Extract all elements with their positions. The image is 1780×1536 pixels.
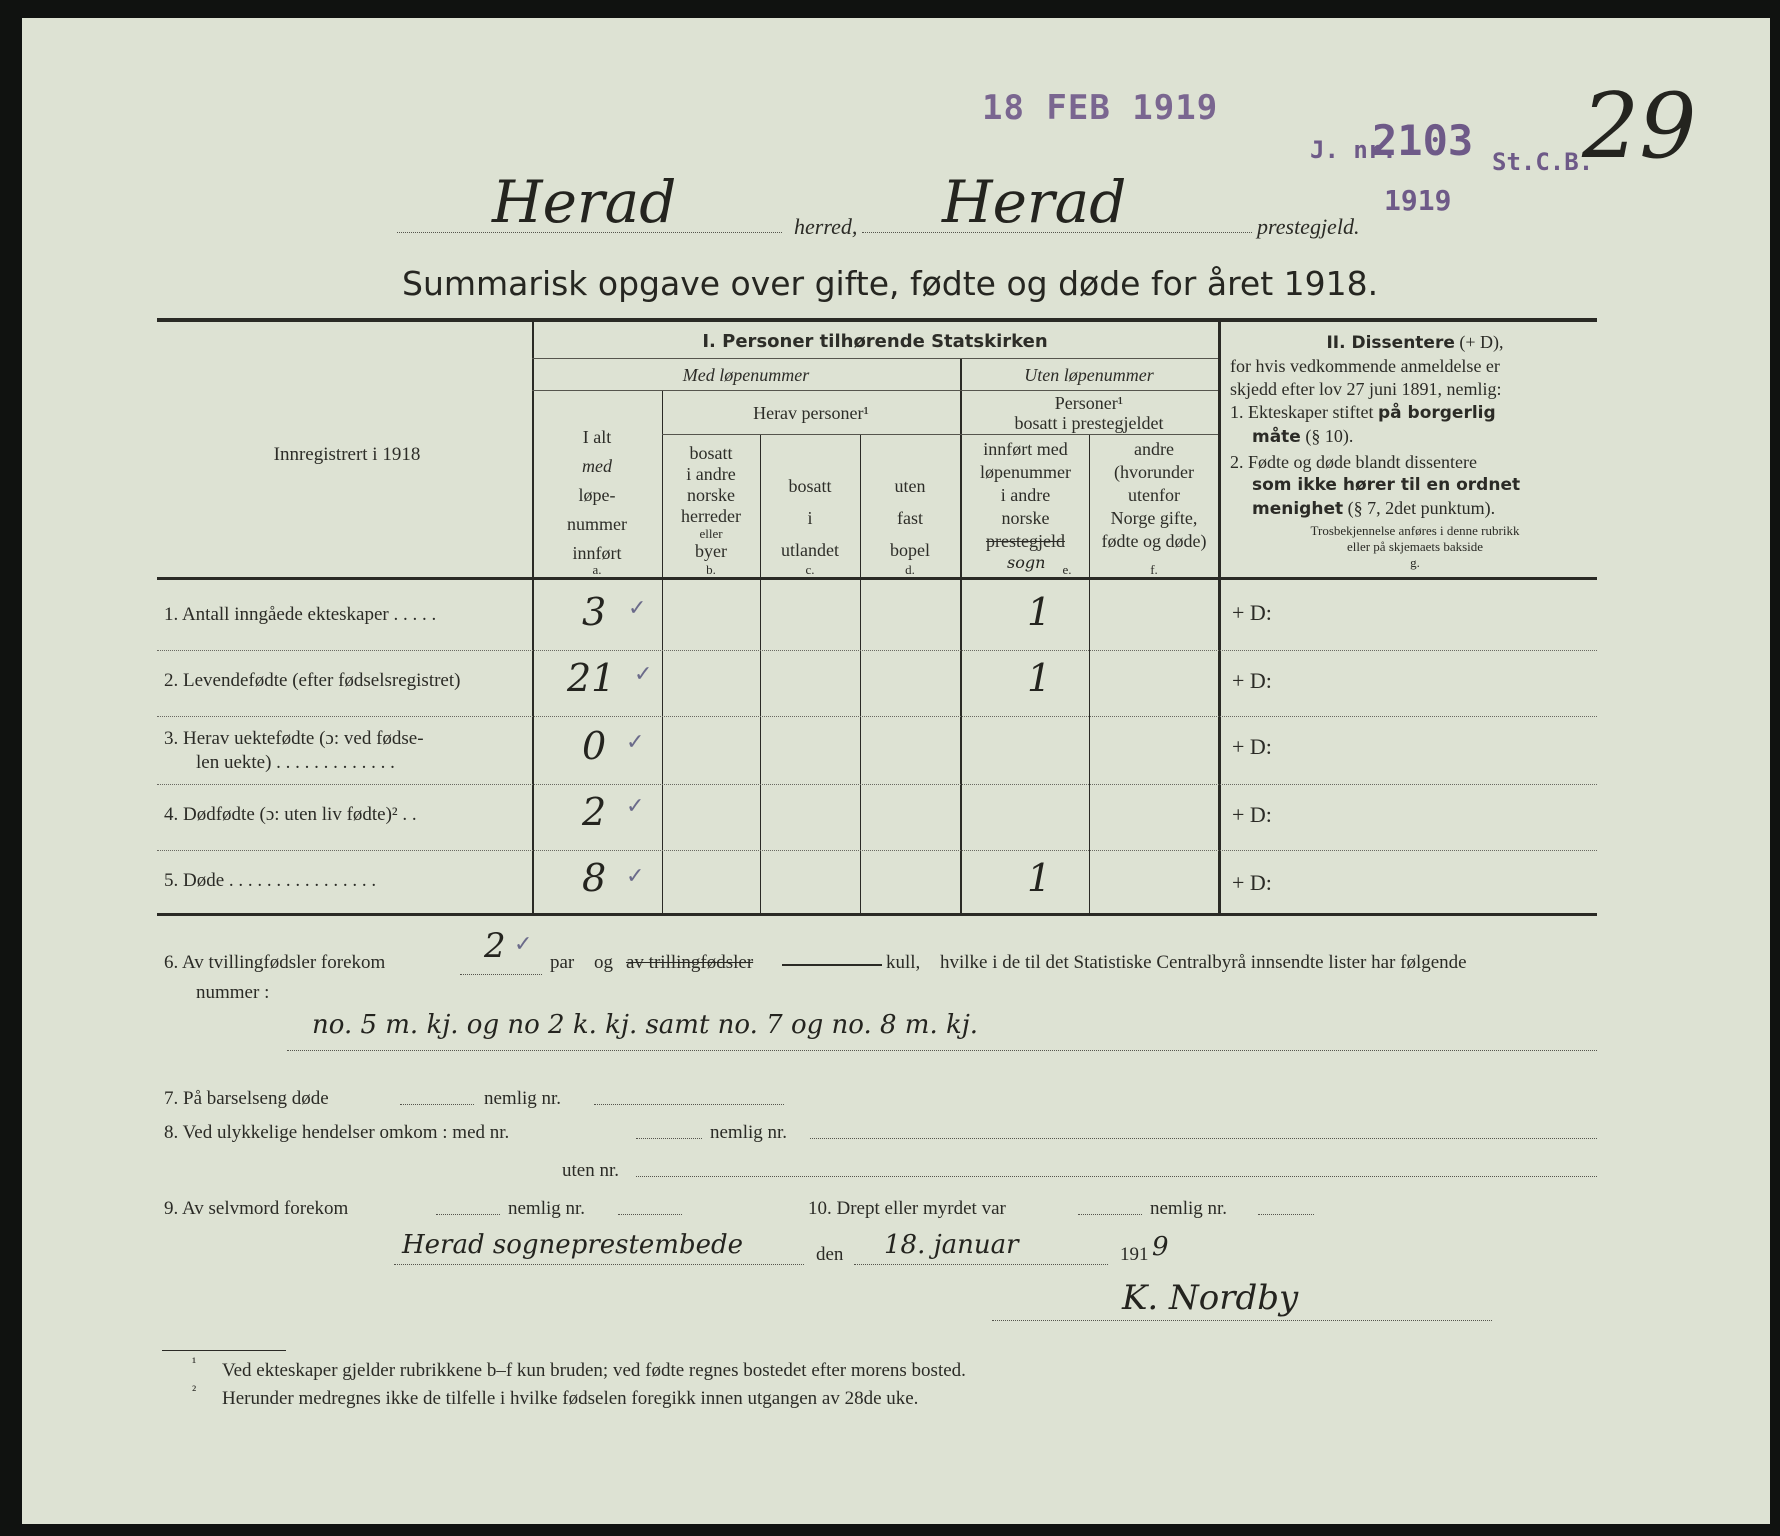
- footnote-2: Herunder medregnes ikke de tilfelle i hvilke fødselen foregikk innen utgangen av 28de uke.: [222, 1388, 919, 1409]
- footnote-1: Ved ekteskaper gjelder rubrikkene b–f kun bruden; ved fødte regnes bostedet efter morens bosted.: [222, 1360, 966, 1381]
- row-rule-2: [157, 716, 1597, 717]
- col-divider-a: [532, 322, 534, 913]
- personer-bosatt-2: bosatt i prestegjeldet: [1014, 413, 1164, 433]
- row-3-value-a: 0: [582, 724, 607, 768]
- prestegjeld-label: prestegjeld.: [1257, 214, 1360, 239]
- med-lopenummer: Med løpenummer: [682, 365, 810, 385]
- row-2-dissenters: + D:: [1232, 668, 1272, 693]
- q8-uten: uten nr.: [562, 1160, 619, 1181]
- col-a-header: I alt med løpe- nummer innført: [567, 427, 627, 563]
- place-line: [394, 1264, 804, 1265]
- col-e-header: innført med løpenummer i andre norske prestegjeld: [980, 439, 1071, 551]
- check-mark: ✓: [628, 596, 647, 621]
- row-rule-1: [157, 650, 1597, 651]
- herav-personer: Herav personer¹: [753, 403, 869, 423]
- year-printed: 191: [1120, 1244, 1149, 1265]
- q10-nemlig: nemlig nr.: [1150, 1198, 1228, 1219]
- q6-kull: kull,: [886, 952, 921, 973]
- col-c-header: bosatt i utlandet: [781, 476, 839, 560]
- herred-label: herred,: [794, 214, 858, 239]
- q6-triplets: av trillingfødsler: [626, 952, 754, 973]
- row-label-1: 1. Antall inngåede ekteskaper . . . . .: [164, 604, 437, 625]
- row-header: Innregistrert i 1918: [273, 444, 421, 465]
- section1-rule: [532, 358, 1218, 359]
- q9-nemlig: nemlig nr.: [508, 1198, 586, 1219]
- check-mark: ✓: [626, 730, 645, 755]
- den-label: den: [816, 1244, 844, 1265]
- date-received-stamp: 18 FEB 1919: [982, 88, 1219, 128]
- col-c-letter: c.: [805, 562, 815, 577]
- subsection-rule: [532, 390, 1218, 391]
- q9-blank: [436, 1214, 500, 1215]
- q8-uten-line: [636, 1176, 1597, 1177]
- row-label-4: 4. Dødfødte (ɔ: uten liv fødte)² . .: [164, 804, 417, 825]
- q6-twin-numbers: no. 5 m. kj. og no 2 k. kj. samt no. 7 og no. 8 m. kj.: [312, 1010, 979, 1040]
- sheet-number: 29: [1582, 74, 1697, 179]
- section1-title: I. Personer tilhørende Statskirken: [702, 331, 1048, 352]
- signature: K. Nordby: [1122, 1278, 1299, 1318]
- col-b-letter: b.: [706, 562, 716, 577]
- row-1-value-e: 1: [1027, 590, 1052, 634]
- q6-label: 6. Av tvillingfødsler forekom: [164, 952, 386, 973]
- row-label-3b: len uekte) . . . . . . . . . . . . .: [196, 752, 395, 773]
- section2-header: II. Dissentere (+ D), for hvis vedkommende anmeldelse er skjedd efter lov 27 juni 1891, nemlig: 1. Ekteskaper stiftet på borgerlig måte (§ 10). 2. Fødte og døde blandt dissentere som ikke hører til en ordnet menighet (§ 7, 2det punktum). Trosbekjennelse anføres i denne rubrikk eller på skjemaets bakside g.: [1230, 332, 1521, 570]
- journal-prefix-stamp: J. nr.: [1310, 136, 1397, 164]
- q7-nemlig: nemlig nr.: [484, 1088, 562, 1109]
- row-1-value-a: 3: [582, 590, 607, 634]
- row-2-value-e: 1: [1027, 656, 1052, 700]
- col-b-header: bosatt i andre norske herreder eller byer: [681, 443, 741, 561]
- col-a-letter: a.: [592, 562, 602, 577]
- year-handwritten: 9: [1152, 1232, 1169, 1262]
- q8-nemlig: nemlig nr.: [710, 1122, 788, 1143]
- journal-number-stamp: 2103: [1372, 116, 1474, 165]
- row-rule-4: [157, 850, 1597, 851]
- row-4-dissenters: + D:: [1232, 802, 1272, 827]
- footnote-2-mark: ²: [192, 1384, 197, 1399]
- col-divider-g: [1218, 322, 1221, 913]
- q7-blank: [400, 1104, 474, 1105]
- row-5-dissenters: + D:: [1232, 870, 1272, 895]
- personer-bosatt-1: Personer¹: [1054, 393, 1124, 413]
- q8-med-blank: [636, 1138, 702, 1139]
- check-mark: ✓: [626, 794, 645, 819]
- q9-label: 9. Av selvmord forekom: [164, 1198, 349, 1219]
- q10-line: [1258, 1214, 1314, 1215]
- row-label-2: 2. Levendefødte (efter fødselsregistret): [164, 670, 461, 691]
- row-3-dissenters: + D:: [1232, 734, 1272, 759]
- uten-lopenummer: Uten løpenummer: [1024, 365, 1154, 385]
- row-4-value-a: 2: [582, 790, 607, 834]
- row-5-value-a: 8: [582, 856, 607, 900]
- date-line: [854, 1264, 1108, 1265]
- row-1-dissenters: + D:: [1232, 600, 1272, 625]
- check-mark: ✓: [626, 864, 645, 889]
- herred-line: [397, 232, 782, 233]
- row-label-3a: 3. Herav uektefødte (ɔ: ved fødse-: [164, 728, 424, 749]
- section2-title: II. Dissentere: [1326, 333, 1455, 353]
- q7-label: 7. På barselseng døde: [164, 1088, 329, 1109]
- place-handwritten: Herad sogneprestembede: [402, 1230, 744, 1260]
- q6-par: par: [550, 952, 575, 973]
- col-d-letter: d.: [905, 562, 915, 577]
- signature-line: [992, 1320, 1492, 1321]
- col-f-letter: f.: [1150, 562, 1158, 577]
- check-mark: ✓: [514, 932, 533, 957]
- q6-line: [287, 1050, 1597, 1051]
- row-2-value-a: 21: [567, 656, 616, 700]
- q6-value: 2: [484, 926, 506, 966]
- form-sheet: [22, 18, 1770, 1524]
- col-f-header: andre (hvorunder utenfor Norge gifte, fødte og døde): [1101, 439, 1207, 551]
- row-rule-3: [157, 784, 1597, 785]
- col-d-header: uten fast bopel: [890, 476, 930, 560]
- table-top-rule: [157, 318, 1597, 322]
- q7-line: [594, 1104, 784, 1105]
- q9-line: [618, 1214, 682, 1215]
- row-5-value-e: 1: [1027, 856, 1052, 900]
- col-e-hand-correction: sogn: [1007, 553, 1046, 572]
- date-handwritten: 18. januar: [884, 1230, 1019, 1260]
- journal-office-stamp: St.C.B.: [1492, 148, 1594, 176]
- table-bottom-rule: [157, 913, 1597, 916]
- footnote-rule: [162, 1350, 286, 1351]
- footnote-1-mark: ¹: [192, 1356, 197, 1371]
- q8-label: 8. Ved ulykkelige hendelser omkom : med nr.: [164, 1122, 510, 1143]
- q6-blank: [460, 974, 542, 975]
- q8-line: [810, 1138, 1597, 1139]
- prestegjeld-value: Herad: [942, 168, 1127, 236]
- prestegjeld-line: [862, 232, 1252, 233]
- col-e-letter: e.: [1062, 562, 1072, 577]
- herred-value: Herad: [492, 168, 677, 236]
- q10-blank: [1078, 1214, 1142, 1215]
- page-title: Summarisk opgave over gifte, fødte og døde for året 1918.: [402, 264, 1379, 303]
- q6-text: hvilke i de til det Statistiske Centralbyrå innsendte lister har følgende: [940, 952, 1467, 973]
- q6-nummer: nummer :: [196, 982, 270, 1003]
- row-label-5: 5. Døde . . . . . . . . . . . . . . . .: [164, 870, 377, 891]
- check-mark: ✓: [634, 662, 653, 687]
- q6-strike-line: [782, 964, 882, 966]
- journal-year-stamp: 1919: [1384, 184, 1452, 217]
- q10-label: 10. Drept eller myrdet var: [808, 1198, 1006, 1219]
- q6-og: og: [594, 952, 613, 973]
